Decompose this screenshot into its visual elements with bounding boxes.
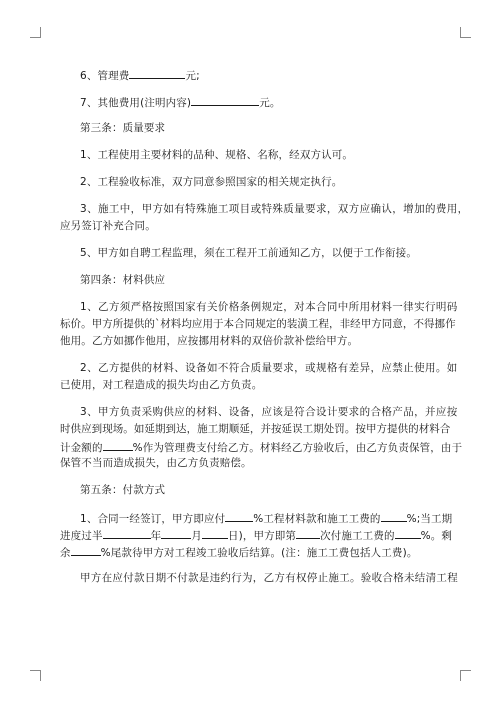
article-5-para-1-line-3: [60, 544, 417, 560]
labor-payment-percent-blank: [381, 510, 407, 522]
installment-number-blank: [296, 527, 320, 539]
item-7-label: 7、其他费用(注明内容): [80, 97, 192, 109]
payment-line-2-year: 年: [150, 530, 162, 542]
article-4-para-3-line-3-start: 计金额的: [60, 442, 103, 454]
material-payment-percent-blank: [225, 510, 253, 522]
article-3-para-1: 1、工程使用主要材料的品种、规格、名称，经双方认可。: [80, 149, 354, 161]
item-7-blank: [191, 94, 259, 106]
article-5-heading: 第五条：付款方式: [80, 484, 166, 496]
article-5-para-1-line-2: [60, 527, 452, 543]
crop-mark-top-right: [460, 27, 471, 38]
item-6-label: 6、管理费: [80, 70, 130, 82]
article-4-para-1-line-3: 他用。乙方如挪作他用，应按挪用材料的双倍价款补偿给甲方。: [60, 335, 359, 347]
crop-mark-bottom-left: [30, 670, 41, 681]
article-4-para-1-line-2: 标价。甲方所提供的`材料均应用于本合同规定的装潢工程，非经甲方同意，不得挪作: [60, 318, 456, 330]
item-6-blank: [129, 67, 185, 79]
day-blank: [202, 527, 228, 539]
payment-line-2-part-a: 进度过半: [60, 530, 103, 542]
article-5-para-1-line-1: [80, 510, 452, 526]
article-3-para-5: 5、甲方如自聘工程监理，须在工程开工前通知乙方，以便于工作衔接。: [80, 247, 417, 259]
article-3-heading: 第三条：质量要求: [80, 122, 166, 134]
article-3-para-2: 2、工程验收标准，双方同意参照国家的相关规定执行。: [80, 176, 343, 188]
payment-line-1-part-a: 1、合同一经签订，甲方即应付: [80, 513, 226, 525]
article-4-para-3-line-4: 保管不当而造成损失，由乙方负责赔偿。: [60, 457, 252, 469]
installment-percent-blank: [395, 527, 421, 539]
article-4-para-2-line-1: 2、乙方提供的材料、设备如不符合质量要求，或规格有差异，应禁止使用。如: [80, 362, 458, 374]
article-4-para-3-line-2: 时供应到现场。如延期到达，施工期顺延，并按延误工期处罚。按甲方提供的材料合: [60, 423, 451, 435]
crop-mark-top-left: [30, 27, 41, 38]
year-blank: [103, 527, 151, 539]
article-4-heading: 第四条：材料供应: [80, 274, 166, 286]
article-5-para-2-line-1: 甲方在应付款日期不付款是违约行为，乙方有权停止施工。验收合格未结清工程: [80, 572, 458, 584]
item-6-line: [80, 67, 200, 83]
article-4-para-3-line-1: 3、甲方负责采购供应的材料、设备，应该是符合设计要求的合格产品，并应按: [80, 406, 458, 418]
payment-line-2-part-e: 次付施工工费的: [320, 530, 395, 542]
crop-mark-bottom-right: [460, 670, 471, 681]
payment-line-1-part-c: %;当工期: [406, 513, 453, 525]
article-4-para-3-line-3-end: %作为管理费支付给乙方。材料经乙方验收后，由乙方负责保管，由于: [132, 442, 463, 454]
management-fee-percent-blank: [103, 439, 133, 451]
article-4-para-2-line-2: 已使用，对工程造成的损失均由乙方负责。: [60, 379, 263, 391]
payment-line-2-part-d: 日)，甲方即第: [227, 530, 297, 542]
article-3-para-3-line-2: 应另签订补充合同。: [60, 220, 156, 232]
article-3-para-3-line-1: 3、施工中，甲方如有特殊施工项目或特殊质量要求，双方应确认，增加的费用，: [80, 203, 469, 215]
item-6-unit: 元;: [185, 70, 200, 82]
article-4-para-1-line-1: 1、乙方须严格按照国家有关价格条例规定，对本合同中所用材料一律实行明码: [80, 301, 458, 313]
payment-line-3-part-a: 余: [60, 547, 71, 559]
month-blank: [161, 527, 191, 539]
payment-line-2-part-f: %。剩: [420, 530, 453, 542]
payment-line-1-part-b: %工程材料款和施工工费的: [253, 513, 381, 525]
payment-line-2-month: 月: [191, 530, 202, 542]
item-7-unit: 元。: [259, 97, 281, 109]
payment-line-3-part-b: %尾款待甲方对工程竣工验收后结算。(注：施工工费包括人工费)。: [100, 547, 418, 559]
article-4-para-3-line-3: [60, 439, 462, 455]
item-7-line: [80, 94, 281, 110]
balance-percent-blank: [71, 544, 101, 556]
